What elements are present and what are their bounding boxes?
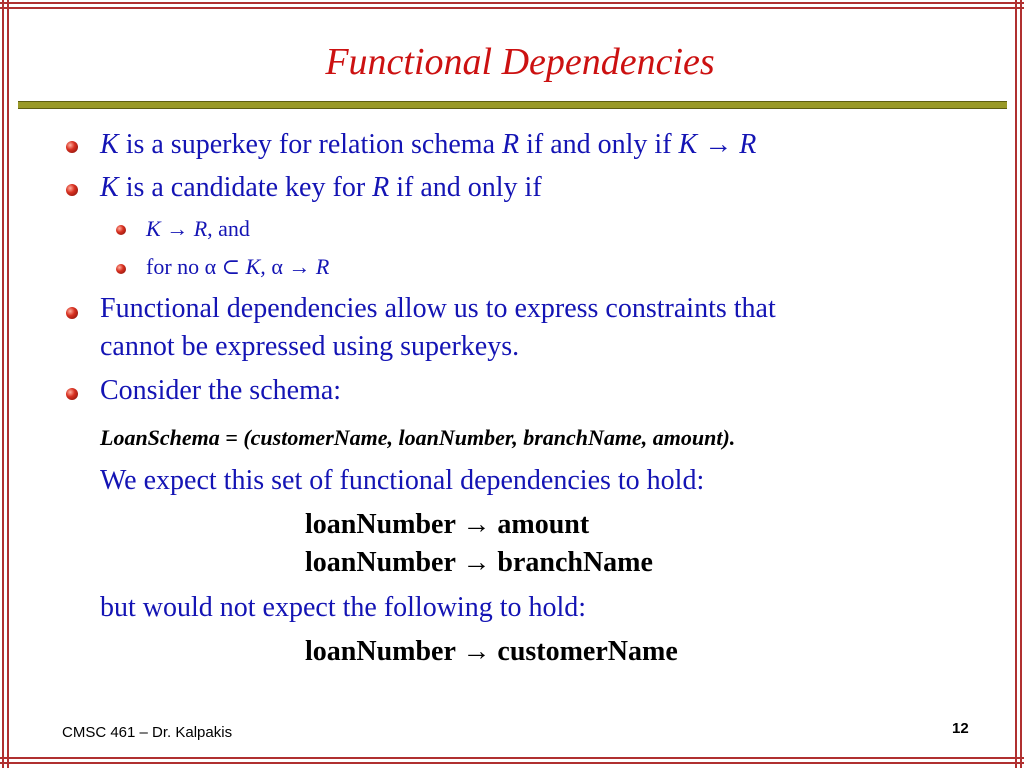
frame-left-inner <box>7 0 9 768</box>
bullet-icon <box>66 184 78 196</box>
frame-right-inner <box>1015 0 1017 768</box>
fd-loannumber-branchname: loanNumber → branchName <box>305 547 653 578</box>
frame-top-inner <box>0 7 1024 9</box>
page-number: 12 <box>952 720 969 737</box>
loan-schema: LoanSchema = (customerName, loanNumber, branchName, amount). <box>100 425 736 450</box>
sub-bullet-icon <box>116 225 126 235</box>
bullet-icon <box>66 307 78 319</box>
bullet-candidate-key: K is a candidate key for R if and only if <box>100 172 542 203</box>
bullet-icon <box>66 141 78 153</box>
frame-bottom-inner <box>0 757 1024 759</box>
bullet-icon <box>66 388 78 400</box>
footer-course: CMSC 461 – Dr. Kalpakis <box>62 724 233 741</box>
slide-title: Functional Dependencies <box>325 41 715 83</box>
bullet-fd-line1: Functional dependencies allow us to express constraints that <box>100 293 776 324</box>
not-expect-text: but would not expect the following to hold: <box>100 592 587 623</box>
frame-top-outer <box>0 2 1024 4</box>
bullet-superkey: K is a superkey for relation schema R if and only if K → R <box>100 129 757 160</box>
sub-bullet-for-no-alpha: for no α ⊂ K, α → R <box>146 254 330 279</box>
title-divider <box>18 101 1007 109</box>
frame-left-outer <box>2 0 4 768</box>
expect-text: We expect this set of functional dependencies to hold: <box>100 465 705 496</box>
frame-bottom-outer <box>0 762 1024 764</box>
fd-loannumber-customername: loanNumber → customerName <box>305 636 678 667</box>
fd-loannumber-amount: loanNumber → amount <box>305 509 590 540</box>
sub-bullet-k-to-r: K → R, and <box>146 216 250 241</box>
bullet-fd-line2: cannot be expressed using superkeys. <box>100 331 520 362</box>
sub-bullet-icon <box>116 264 126 274</box>
bullet-consider-schema: Consider the schema: <box>100 375 342 406</box>
frame-right-outer <box>1020 0 1022 768</box>
